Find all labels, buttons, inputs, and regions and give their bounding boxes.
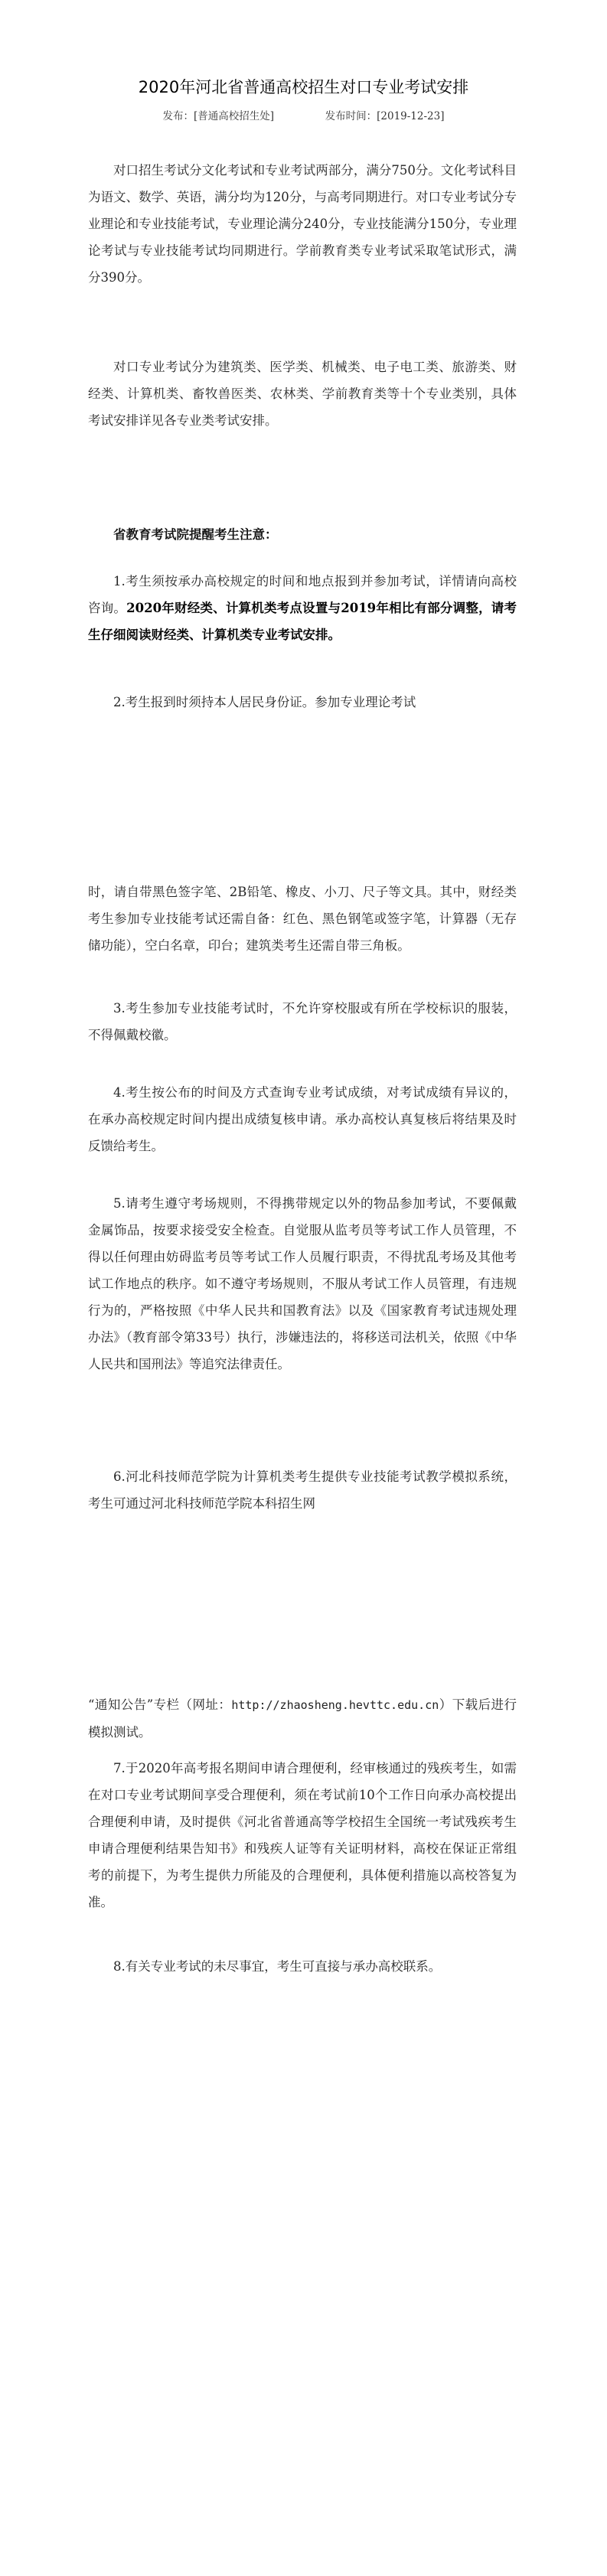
- notice-item-6-start: 6.河北科技师范学院为计算机类考生提供专业技能考试教学模拟系统，考生可通过河北科技师范学院本科招生网: [88, 1469, 517, 1511]
- article-title: 2020年河北省普通高校招生对口专业考试安排: [138, 78, 469, 96]
- paragraph-exam-overview: 对口招生考试分文化考试和专业考试两部分，满分750分。文化考试科目为语文、数学、英语，满分均为120分，与高考同期进行。对口专业考试分专业理论和专业技能考试，专业理论满分240分，专业技能满分150分，专业理论考试与专业技能考试均同期进行。学前教育类专业考试采取笔试形式，满分390分。: [88, 163, 517, 285]
- notice-item-6-prefix: “通知公告”专栏（网址：: [88, 1697, 232, 1712]
- publisher-label: 发布：[普通高校招生处]: [162, 110, 275, 122]
- notice-item-8: 8.有关专业考试的未尽事宜，考生可直接与承办高校联系。: [113, 1959, 442, 1974]
- notice-item-3: 3.考生参加专业技能考试时，不允许穿校服或有所在学校标识的服装，不得佩戴校徽。: [88, 1001, 517, 1042]
- article-meta: [0, 107, 607, 122]
- notice-item-2-continued: 时，请自带黑色签字笔、2B铅笔、橡皮、小刀、尺子等文具。其中，财经类考生参加专业技能考试还需自备：红色、黑色钢笔或签字笔，计算器（无存储功能），空白名章，印台；建筑类考生还需自带三角板。: [88, 885, 517, 953]
- paragraph-exam-categories: 对口专业考试分为建筑类、医学类、机械类、电子电工类、旅游类、财经类、计算机类、畜牧兽医类、农林类、学前教育类等十个专业类别，具体考试安排详见各专业类考试安排。: [88, 360, 517, 428]
- notice-item-4: 4.考生按公布的时间及方式查询专业考试成绩，对考试成绩有异议的，在承办高校规定时间内提出成绩复核申请。承办高校认真复核后将结果及时反馈给考生。: [88, 1085, 517, 1153]
- publish-date-label: 发布时间：[2019-12-23]: [325, 110, 445, 122]
- notice-item-1-text: 1.考生须按承办高校规定的时间和地点报到并参加考试，详情请向高校咨询。: [88, 574, 517, 615]
- notice-item-1-emphasis: 2020年财经类、计算机类考点设置与2019年相比有部分调整，请考生仔细阅读财经类、计算机类专业考试安排。: [88, 601, 517, 642]
- download-link[interactable]: http://zhaosheng.hevttc.edu.cn: [231, 1698, 439, 1712]
- notice-item-2-start: 2.考生报到时须持本人居民身份证。参加专业理论考试: [113, 695, 416, 709]
- notice-item-5: 5.请考生遵守考场规则，不得携带规定以外的物品参加考试，不要佩戴金属饰品，按要求接受安全检查。自觉服从监考员等考试工作人员管理，不得以任何理由妨碍监考员等考试工作人员履行职责，不得扰乱考场及其他考试工作地点的秩序。如不遵守考场规则，不服从考试工作人员管理，有违规行为的，严格按照《中华人民共和国教育法》以及《国家教育考试违规处理办法》（教育部令第33号）执行，涉嫌违法的，将移送司法机关，依照《中华人民共和国刑法》等追究法律责任。: [88, 1196, 517, 1371]
- notice-item-1: [88, 568, 517, 648]
- notice-item-6-suffix: ）下载后进行模拟测试。: [88, 1697, 517, 1740]
- notice-item-7: 7.于2020年高考报名期间申请合理便利，经审核通过的残疾考生，如需在对口专业考试期间享受合理便利，须在考试前10个工作日向承办高校提出合理便利申请，及时提供《河北省普通高等学校招生全国统一考试残疾考生申请合理便利结果告知书》和残疾人证等有关证明材料，高校在保证正常组考的前提下，为考生提供力所能及的合理便利，具体便利措施以高校答复为准。: [88, 1761, 517, 1909]
- notice-item-6-continued: [88, 1691, 517, 1746]
- notice-heading: 省教育考试院提醒考生注意：: [113, 527, 278, 542]
